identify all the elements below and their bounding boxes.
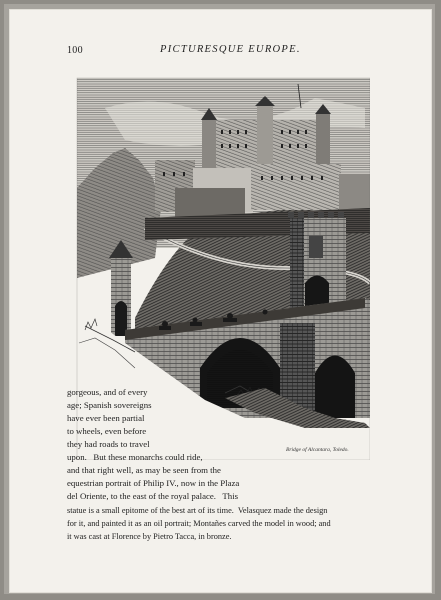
- text-line: del Oriente, to the east of the royal palace. This: [67, 491, 239, 501]
- text-line: and that right well, as may be seen from the: [67, 465, 221, 475]
- text-line: for it, and painted it as an oil portrait; Montañes carved the model in wood; and: [67, 519, 331, 528]
- text-line: age; Spanish sovereigns: [67, 400, 152, 410]
- text-line: upon. But these monarchs could ride,: [67, 452, 203, 462]
- text-line: to wheels, even before: [67, 426, 147, 436]
- illustration-caption: Bridge of Alcantara, Toledo.: [286, 447, 349, 453]
- text-line: equestrian portrait of Philip IV., now in the Plaza: [67, 478, 240, 488]
- text-line: it was cast at Florence by Pietro Tacca, in bronze.: [67, 532, 232, 541]
- text-line: statue is a small epitome of the best art of its time. Velasquez made the design: [67, 506, 328, 515]
- text-line: gorgeous, and of every: [67, 387, 148, 397]
- text-line: have ever been partial: [67, 413, 145, 423]
- text-line: they had roads to travel: [67, 439, 150, 449]
- running-title: PICTURESQUE EUROPE.: [160, 44, 301, 55]
- page-number: 100: [67, 45, 83, 56]
